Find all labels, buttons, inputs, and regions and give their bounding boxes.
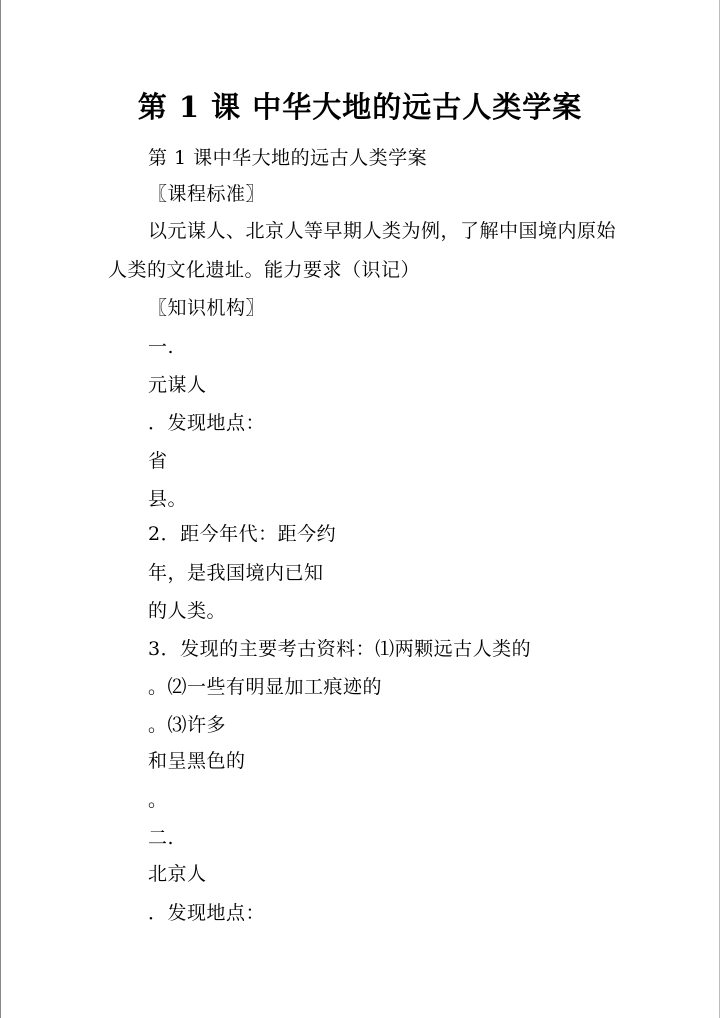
age-label: 2．距今年代：距今约 bbox=[148, 523, 337, 545]
age-description: 年，是我国境内已知 bbox=[148, 562, 324, 584]
age-description-end: 的人类。 bbox=[148, 600, 227, 622]
document-title: 第 1 课 中华大地的远古人类学案 bbox=[137, 90, 583, 124]
page-border-left bbox=[0, 0, 1, 1018]
standard-text-line-1: 以元谋人、北京人等早期人类为例，了解中国境内原始 bbox=[148, 220, 617, 242]
province-blank: 省 bbox=[148, 450, 168, 472]
item-number-two: 二. bbox=[148, 827, 175, 849]
archaeological-materials: 3．发现的主要考古资料：⑴两颗远古人类的 bbox=[148, 638, 532, 660]
materials-end-punctuation: 。 bbox=[148, 789, 168, 811]
materials-item-3-continued: 和呈黑色的 bbox=[148, 750, 246, 772]
subheading-peking-man: 北京人 bbox=[148, 863, 207, 885]
lesson-heading: 第 1 课中华大地的远古人类学案 bbox=[148, 147, 428, 169]
county-blank: 县。 bbox=[148, 488, 188, 510]
materials-item-3: 。⑶许多 bbox=[148, 714, 227, 736]
peking-discovery-location-label: ．发现地点： bbox=[148, 902, 266, 924]
subheading-yuanmou-man: 元谋人 bbox=[148, 374, 207, 396]
discovery-location-label: ．发现地点： bbox=[148, 412, 266, 434]
standard-text-line-2: 人类的文化遗址。能力要求（识记） bbox=[108, 259, 421, 281]
materials-item-2: 。⑵一些有明显加工痕迹的 bbox=[148, 676, 383, 698]
section-knowledge-structure: 〖知识机构〗 bbox=[148, 297, 266, 319]
section-course-standard: 〖课程标准〗 bbox=[148, 183, 266, 205]
item-number-one: 一. bbox=[148, 336, 175, 358]
